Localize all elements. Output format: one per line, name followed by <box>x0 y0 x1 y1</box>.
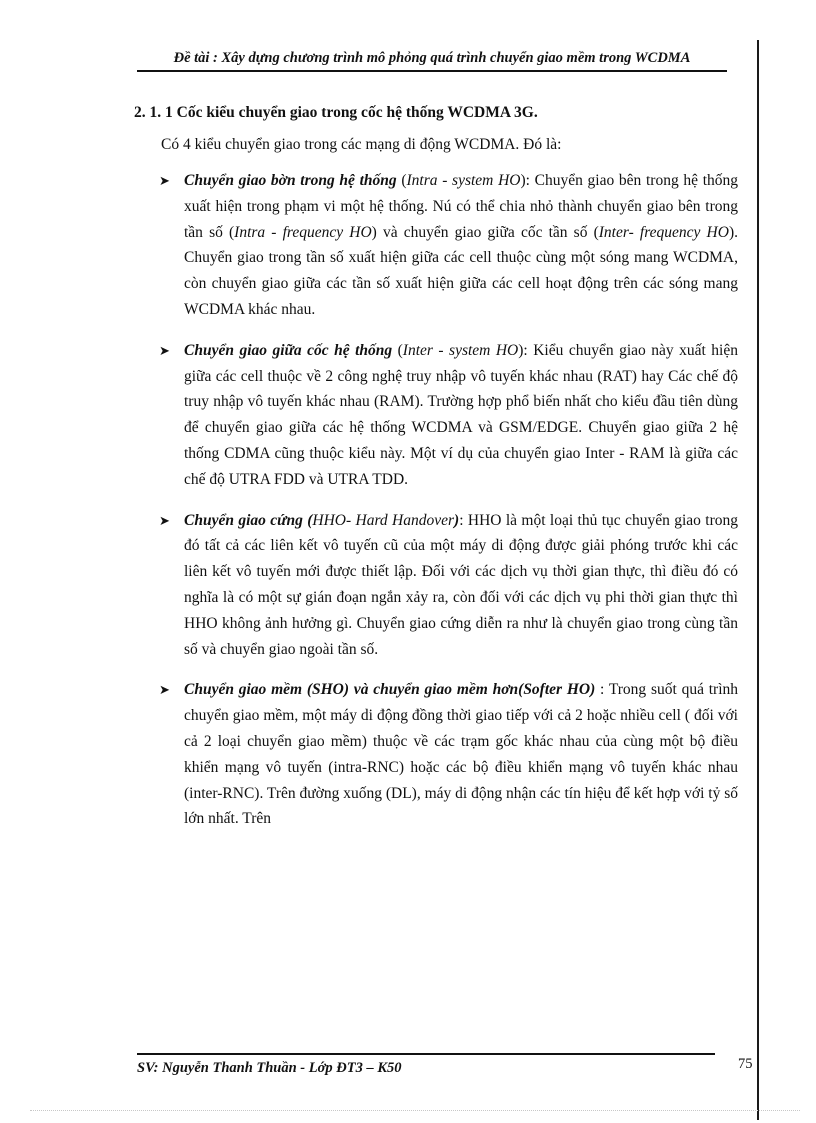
arrowhead-bullet-icon: ➤ <box>159 342 170 358</box>
page-header <box>137 50 727 72</box>
bottom-dotted-line <box>30 1110 800 1111</box>
bullet-text: : Trong suốt quá trình chuyển giao mềm, một máy di động đồng thời giao tiếp với cả 2 hoặc nhiều cell ( đối với cả 2 loại chuyển giao mềm) thuộc về các trạm gốc khác nhau của cùng một bộ điều khiển mạng vô tuyến (intra-RNC) hoặc các bộ điều khiển mạng vô tuyến khác nhau (inter-RNC). Trên đường xuống (DL), máy di động nhận các tín hiệu để kết hợp với tỷ số lớn nhất. Trên <box>184 681 739 828</box>
bullet-item-intra-system <box>134 168 738 323</box>
bullet-text: ): Kiểu chuyển giao này xuất hiện giữa các cell thuộc về 2 công nghệ truy nhập vô tuyến khác nhau (RAT) hay Các chế độ truy nhập vô tuyến khác nhau (RAM). Trường hợp phổ biến nhất cho kiểu đầu tiên dùng để chuyển giao giữa các hệ thống WCDMA và GSM/EDGE. Chuyển giao giữa 2 hệ thống CDMA cũng thuộc kiểu này. Một ví dụ của chuyển giao Inter - RAM là giữa các chế độ UTRA FDD và UTRA TDD. <box>184 341 738 488</box>
bullet-italic-term: Intra - frequency HO <box>234 223 372 241</box>
bullet-text: : HHO là một loại thủ tục chuyển giao trong đó tất cả các liên kết vô tuyến cũ của một máy di động được giải phóng trước khi các liên kết vô tuyến mới được thiết lập. Đối với các dịch vụ thời gian thực, thì điều đó có nghĩa là có một sự gián đoạn ngắn xảy ra, còn đối với các dịch vụ phi thời gian thực thì HHO không ảnh hưởng gì. Chuyển giao cứng diễn ra như là chuyển giao trong cùng tần số và chuyển giao ngoài tần số. <box>184 511 738 658</box>
arrowhead-bullet-icon: ➤ <box>159 173 170 188</box>
bullet-term: Chuyển giao giữa cốc hệ thống <box>184 341 393 359</box>
bullet-text: ). Chuyển giao trong tần số xuất hiện giữa các cell thuộc cùng một sóng mang WCDMA, còn chuyển giao giữa các tần số xuất hiện giữa các cell hoạt động trên các sóng mang WCDMA khác nhau. <box>184 223 738 318</box>
bullet-italic-term: HHO- Hard Handover <box>312 511 455 529</box>
bullet-text: ( <box>392 341 403 359</box>
bullet-italic-term: Intra - system HO <box>406 172 521 189</box>
bullet-term: Chuyển giao cứng ( <box>184 511 313 529</box>
footer-author: SV: Nguyễn Thanh Thuần - Lớp ĐT3 – K50 <box>137 1060 402 1076</box>
page-content <box>134 104 738 847</box>
page-number: 75 <box>738 1056 753 1072</box>
page-right-rule <box>757 40 759 1120</box>
bullet-italic-term: Inter- frequency HO <box>598 223 729 241</box>
section-title: 2. 1. 1 Cốc kiểu chuyển giao trong cốc hệ thống WCDMA 3G. <box>134 104 538 121</box>
bullet-text: ): Chuyển giao bên trong hệ thống xuất hiện trong phạm vi một hệ thống. Nú có thể chia nhỏ thành chuyển giao bên trong tần số ( <box>184 172 739 241</box>
header-title: Đề tài : Xây dựng chương trình mô phỏng quá trình chuyển giao mềm trong WCDMA <box>173 50 691 66</box>
bullet-item-soft-handover <box>134 677 738 832</box>
bullet-term: Chuyển giao mềm (SHO) và chuyển giao mềm hơn(Softer HO) <box>184 681 596 699</box>
arrowhead-bullet-icon: ➤ <box>159 512 170 528</box>
bullet-italic-term: Inter - system HO <box>402 341 519 359</box>
intro-paragraph: Có 4 kiểu chuyển giao trong các mạng di động WCDMA. Đó là: <box>161 136 562 153</box>
bullet-text: ) và chuyển giao giữa cốc tần số ( <box>371 223 599 241</box>
bullet-term: Chuyển giao bờn trong hệ thống <box>184 172 397 189</box>
bullet-term-close: ) <box>454 511 460 529</box>
footer-rule <box>137 1053 715 1055</box>
arrowhead-bullet-icon: ➤ <box>159 682 170 698</box>
bullet-item-hard-handover <box>134 508 738 663</box>
bullet-item-inter-system <box>134 338 738 493</box>
bullet-text: ( <box>396 172 407 189</box>
